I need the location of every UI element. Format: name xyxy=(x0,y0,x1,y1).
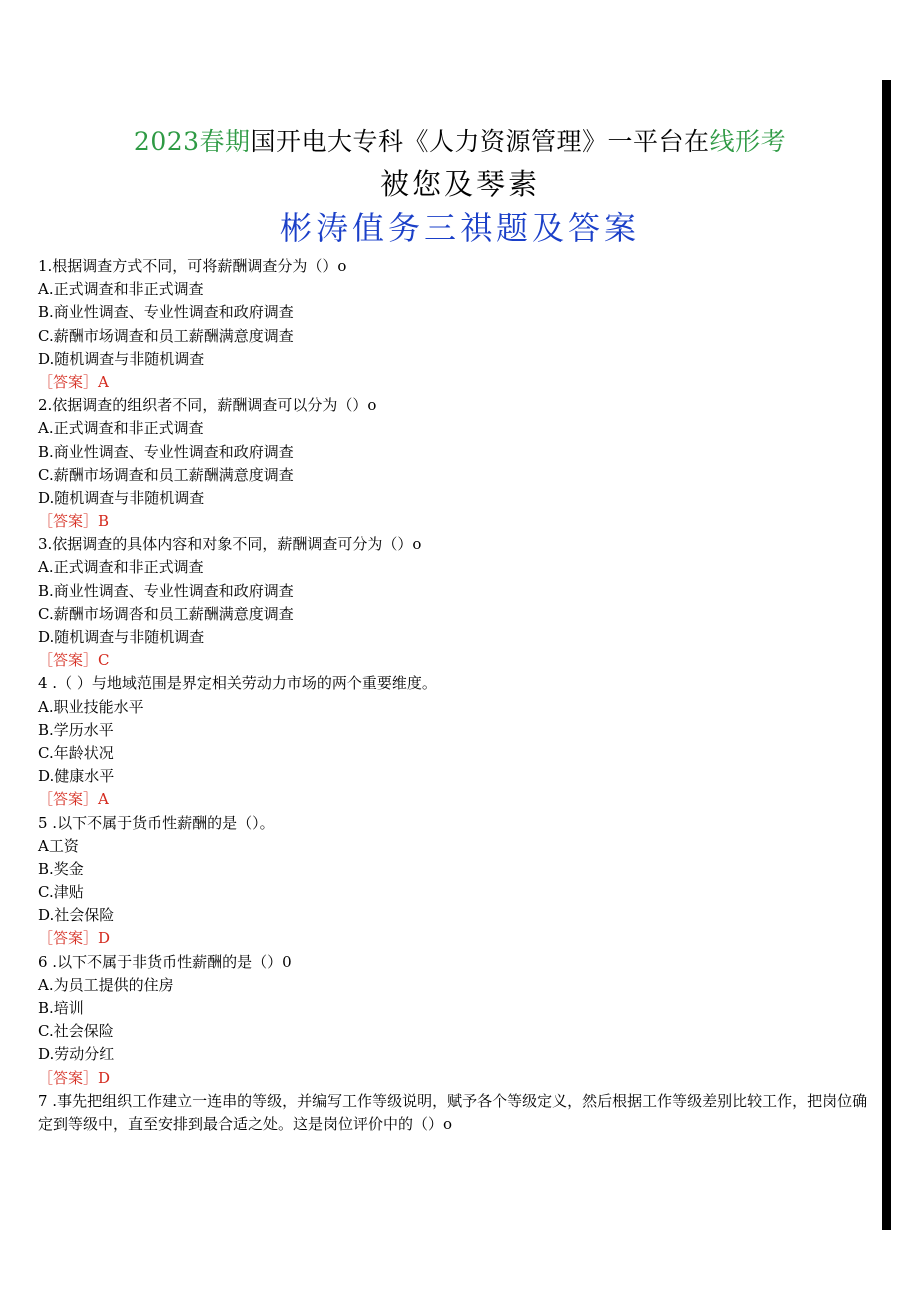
question-stem: 6 .以下不属于非货币性薪酬的是（）0 xyxy=(38,952,292,971)
question-stem: 5 .以下不属于货币性薪酬的是（）。 xyxy=(38,813,275,832)
question-option: C.社会保险 xyxy=(38,1022,114,1041)
question-answer: ［答案］A xyxy=(38,790,109,809)
title-part-2: 国开电大专科《人力资源管理》一平台在 xyxy=(250,127,710,156)
question-option: B.商业性调查、专业性调查和政府调查 xyxy=(38,303,294,322)
question-option: D.健康水平 xyxy=(38,767,115,786)
question-stem: 2.依据调查的组织者不同，薪酬调查可以分为（）o xyxy=(38,396,377,415)
question-option: D.社会保险 xyxy=(38,906,115,925)
question-option: D.随机调查与非随机调查 xyxy=(38,488,205,507)
question-stem: 1.根据调查方式不同，可将薪酬调查分为（）o xyxy=(38,257,347,275)
document-subtitle-blue: 彬涛值务三祺题及答案 xyxy=(279,209,640,247)
question-option: D.随机调查与非随机调查 xyxy=(38,349,205,368)
question-option: C.薪酬市场调查和员工薪酬满意度调查 xyxy=(38,465,294,484)
question-option: A工资 xyxy=(38,836,79,855)
question-answer: ［答案］C xyxy=(38,651,110,670)
question-option: A.为员工提供的住房 xyxy=(38,975,174,994)
question-answer: ［答案］B xyxy=(38,512,110,531)
question-option: B.商业性调查、专业性调查和政府调查 xyxy=(38,442,294,461)
question-option: B.奖金 xyxy=(38,859,84,878)
document-title xyxy=(0,122,920,158)
document-subtitle: 被您及琴素 xyxy=(379,167,540,201)
question-answer: ［答案］D xyxy=(38,929,111,948)
question-answer: ［答案］A xyxy=(38,372,109,391)
question-option: A.职业技能水平 xyxy=(38,697,144,716)
title-part-1: 2023春期 xyxy=(133,127,251,156)
question-stem: 7 .事先把组织工作建立一连串的等级，并编写工作等级说明，赋予各个等级定义，然后根据工作等级差别比较工作，把岗位确定到等级中，直至安排到最合适之处。这是岗位评价中的（）o xyxy=(38,1091,868,1133)
question-option: C.薪酬市场调查和员工薪酬满意度调查 xyxy=(38,326,294,345)
question-list xyxy=(38,255,874,1136)
question-option: A.正式调查和非正式调查 xyxy=(38,419,204,438)
question-option: B.商业性调查、专业性调查和政府调查 xyxy=(38,581,294,600)
question-option: C.薪酬市场调沓和员工薪酬满意度调查 xyxy=(38,604,294,623)
question-option: A.正式调查和非正式调查 xyxy=(38,558,204,577)
question-option: C.年龄状况 xyxy=(38,743,114,762)
question-option: B.培训 xyxy=(38,999,84,1017)
question-option: D.劳动分红 xyxy=(38,1045,115,1064)
title-part-3: 线形考 xyxy=(709,127,787,156)
question-option: A.正式调查和非正式调查 xyxy=(38,280,204,299)
question-stem: 4 .（ ）与地域范围是界定相关劳动力市场的两个重要维度。 xyxy=(38,674,437,693)
right-edge-bar xyxy=(882,80,891,1230)
question-option: B.学历水平 xyxy=(38,720,114,739)
question-answer: ［答案］D xyxy=(38,1068,111,1087)
question-stem: 3.依据调查的具体内容和对象不同，薪酬调查可分为（）o xyxy=(38,535,422,554)
question-option: C.津贴 xyxy=(38,883,84,902)
question-option: D.随机调查与非随机调查 xyxy=(38,628,205,646)
